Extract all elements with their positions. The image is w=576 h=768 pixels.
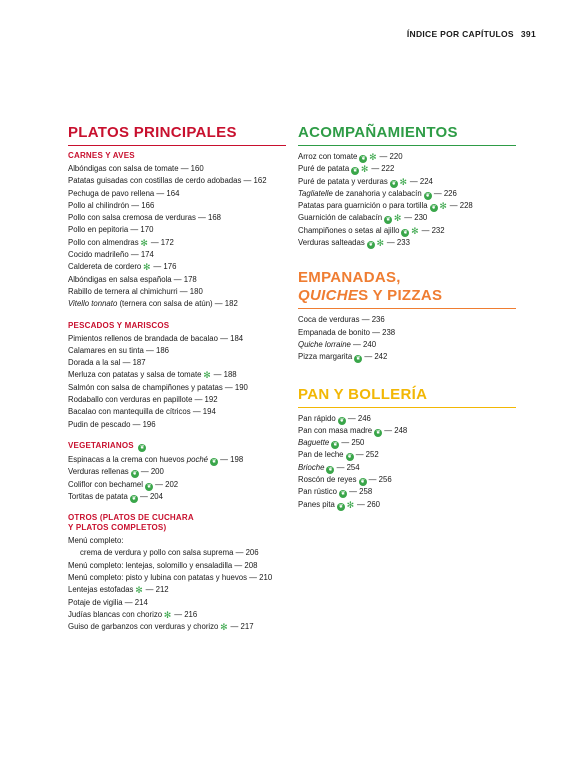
entry-separator: — bbox=[384, 238, 397, 248]
entry-separator: — bbox=[129, 200, 142, 210]
entry-title: Patatas guisadas con costillas de cerdo adobadas bbox=[68, 176, 242, 186]
subheading-line-2: Y PLATOS COMPLETOS) bbox=[68, 523, 167, 533]
subheading-pescados-y-mariscos: PESCADOS Y MARISCOS bbox=[68, 320, 170, 330]
entry-list bbox=[298, 151, 516, 249]
entry-separator: — bbox=[143, 585, 156, 595]
entry-title: Judías blancas con chorizo bbox=[68, 609, 163, 619]
entry-page: 220 bbox=[389, 152, 403, 161]
spicy-icon: ✻ bbox=[163, 609, 172, 620]
entry-title: Puré de patata bbox=[298, 164, 350, 174]
entry-title: Pan con masa madre bbox=[298, 425, 373, 435]
entry-separator: — bbox=[347, 487, 360, 497]
index-entry bbox=[68, 237, 286, 249]
index-entry bbox=[298, 339, 516, 351]
vegetarian-icon: ❦ bbox=[352, 168, 358, 175]
entry-separator: — bbox=[350, 339, 364, 349]
page-number: 391 bbox=[520, 29, 536, 39]
entry-page: 194 bbox=[202, 407, 216, 417]
vegetarian-icon: ❦ bbox=[360, 156, 366, 162]
entry-separator: — bbox=[233, 548, 246, 558]
entry-separator: — bbox=[178, 164, 191, 173]
entry-title: Potaje de vigilia bbox=[68, 597, 123, 607]
entry-title: Pan rústico bbox=[298, 487, 338, 497]
entry-page: 238 bbox=[382, 327, 396, 337]
vegetarian-icon: ❦ bbox=[385, 217, 391, 224]
index-entry bbox=[68, 479, 286, 491]
vegetarian-icon: ❦ bbox=[375, 429, 381, 436]
entry-title: Roscón de reyes bbox=[298, 475, 357, 485]
entry-title: Rodaballo con verduras en papillote bbox=[68, 395, 193, 405]
entry-page: 174 bbox=[140, 250, 154, 260]
spicy-icon: ✻ bbox=[142, 262, 151, 273]
entry-title: Pollo con almendras bbox=[68, 237, 139, 247]
vegetarian-icon: ❦ bbox=[425, 192, 431, 199]
entry-title-italic: poché bbox=[186, 454, 209, 464]
section-title-empanadas bbox=[298, 269, 516, 309]
vegetarian-icon: ❦ bbox=[332, 442, 338, 449]
entry-separator: — bbox=[177, 286, 190, 296]
entry-separator: — bbox=[128, 250, 141, 260]
entry-separator: — bbox=[232, 560, 245, 570]
entry-title: Pan rápido bbox=[298, 413, 336, 423]
right-column bbox=[298, 124, 516, 511]
entry-title: Bacalao con mantequilla de cítricos bbox=[68, 407, 191, 417]
vegetarian-icon: ❦ bbox=[391, 180, 397, 187]
entry-title: Guiso de garbanzos con verduras y chorizo bbox=[68, 622, 219, 632]
entry-page: 236 bbox=[371, 315, 385, 325]
entry-page: 217 bbox=[240, 622, 254, 632]
vegetarian-icon: ❦ bbox=[132, 471, 138, 478]
index-entry bbox=[298, 474, 516, 486]
index-entry bbox=[298, 413, 516, 425]
entry-title: Cocido madrileño bbox=[68, 250, 129, 260]
index-entry bbox=[68, 584, 286, 596]
index-entry bbox=[68, 597, 286, 609]
entry-separator: — bbox=[447, 201, 460, 211]
entry-separator: — bbox=[359, 315, 372, 325]
section-title-platos-principales: PLATOS PRINCIPALES bbox=[68, 124, 286, 146]
entry-title: Pizza margarita bbox=[298, 352, 353, 362]
entry-title: Pollo al chilindrón bbox=[68, 200, 130, 210]
entry-title: Arroz con tomate bbox=[298, 152, 358, 161]
left-column bbox=[68, 124, 286, 634]
vegetarian-icon: ❦ bbox=[339, 417, 345, 424]
index-entry bbox=[298, 237, 516, 249]
index-entry bbox=[298, 425, 516, 437]
entry-separator: — bbox=[339, 438, 352, 448]
entry-title-italic: Brioche bbox=[298, 462, 325, 472]
entry-separator: — bbox=[241, 176, 254, 186]
entry-title: Caldereta de cordero bbox=[68, 262, 142, 272]
entry-page: 258 bbox=[359, 487, 373, 497]
entry-page: 260 bbox=[367, 499, 381, 509]
index-entry bbox=[68, 454, 286, 466]
entry-page: 192 bbox=[204, 395, 218, 405]
entry-list bbox=[68, 333, 286, 431]
index-entry bbox=[68, 406, 286, 418]
entry-page: 172 bbox=[160, 237, 174, 247]
entry-title: de zanahoria y calabacín bbox=[332, 188, 422, 198]
entry-page: 212 bbox=[155, 585, 169, 595]
spicy-icon: ✻ bbox=[376, 238, 385, 249]
entry-title: Merluza con patatas y salsa de tomate bbox=[68, 370, 202, 380]
spicy-icon: ✻ bbox=[399, 176, 407, 187]
vegetarian-icon: ❦ bbox=[211, 458, 217, 465]
section-title-acompanamientos: ACOMPAÑAMIENTOS bbox=[298, 124, 516, 146]
entry-list bbox=[68, 454, 286, 503]
entry-separator: — bbox=[148, 237, 161, 247]
entry-page: 200 bbox=[150, 467, 164, 477]
section-title-italic: QUICHE bbox=[298, 287, 359, 305]
section-title-rest: S Y PIZZAS bbox=[358, 287, 443, 305]
index-entry bbox=[68, 200, 286, 212]
entry-page: 224 bbox=[419, 176, 433, 186]
entry-page: 188 bbox=[223, 370, 237, 380]
entry-title-italic: Baguette bbox=[298, 438, 330, 448]
entry-page: 248 bbox=[394, 425, 408, 435]
entry-separator: — bbox=[138, 467, 151, 477]
entry-page: 164 bbox=[166, 188, 180, 198]
entry-separator: — bbox=[228, 622, 241, 632]
vegetarian-icon: ❦ bbox=[360, 479, 366, 486]
entry-title: Albóndigas con salsa de tomate bbox=[68, 164, 179, 173]
entry-page: 228 bbox=[459, 201, 473, 211]
entry-page: 252 bbox=[365, 450, 379, 460]
entry-separator: — bbox=[190, 407, 203, 417]
vegetarian-icon: ❦ bbox=[402, 229, 408, 236]
index-entry bbox=[68, 249, 286, 261]
index-entry bbox=[68, 419, 286, 431]
index-entry bbox=[298, 437, 516, 449]
vegetarian-icon: ❦ bbox=[327, 466, 333, 473]
entry-page: 233 bbox=[396, 238, 410, 248]
index-entry bbox=[68, 175, 286, 187]
index-entry bbox=[68, 333, 286, 345]
entry-title: Pollo en pepitoria bbox=[68, 225, 129, 235]
running-head bbox=[407, 29, 536, 39]
entry-separator: — bbox=[120, 358, 133, 368]
entry-list bbox=[68, 535, 286, 633]
spicy-icon: ✻ bbox=[220, 622, 228, 633]
index-entry bbox=[68, 357, 286, 369]
section-title-pan-y-bolleria: PAN Y BOLLERÍA bbox=[298, 386, 516, 408]
vegetarian-icon: ❦ bbox=[431, 205, 437, 212]
entry-page: 166 bbox=[141, 200, 155, 210]
index-entry bbox=[68, 382, 286, 394]
entry-list bbox=[68, 163, 286, 311]
entry-title: Menú completo: pisto y lubina con patatas y huevos bbox=[68, 573, 248, 583]
entry-title: Pan de leche bbox=[298, 450, 344, 460]
entry-separator: — bbox=[171, 274, 184, 284]
entry-page: 254 bbox=[346, 462, 360, 472]
vegetarian-icon: ❦ bbox=[355, 356, 361, 363]
entry-page: 216 bbox=[184, 609, 198, 619]
vegetarian-icon: ❦ bbox=[131, 495, 137, 502]
entry-title: Tortitas de patata bbox=[68, 491, 128, 501]
entry-page: 187 bbox=[132, 358, 146, 368]
entry-title: Champiñones o setas al ajillo bbox=[298, 225, 400, 235]
index-entry bbox=[68, 224, 286, 236]
spicy-icon: ✻ bbox=[360, 164, 369, 175]
entry-page: 162 bbox=[253, 176, 267, 186]
entry-separator: — bbox=[128, 225, 141, 235]
entry-page: 160 bbox=[190, 164, 204, 173]
entry-list bbox=[298, 413, 516, 511]
entry-page: 204 bbox=[149, 491, 163, 501]
index-entry bbox=[68, 298, 286, 310]
entry-separator: — bbox=[218, 454, 231, 464]
entry-title-italic: Tagliatelle bbox=[298, 188, 333, 198]
section-title-line-1: EMPANADAS, bbox=[298, 269, 401, 287]
index-entry bbox=[298, 188, 516, 200]
entry-list bbox=[298, 314, 516, 363]
entry-page: 214 bbox=[134, 597, 148, 607]
index-entry bbox=[298, 351, 516, 363]
entry-title-italic: Quiche lorraine bbox=[298, 339, 351, 349]
entry-title: Verduras salteadas bbox=[298, 238, 365, 248]
entry-separator: — bbox=[377, 152, 390, 161]
entry-page: 196 bbox=[142, 419, 156, 429]
index-entry bbox=[298, 314, 516, 326]
entry-page: 232 bbox=[431, 225, 445, 235]
entry-page: 190 bbox=[234, 382, 248, 392]
entry-page: 242 bbox=[374, 352, 388, 362]
entry-separator: — bbox=[172, 609, 185, 619]
entry-separator: — bbox=[195, 213, 208, 223]
spicy-icon: ✻ bbox=[346, 499, 355, 510]
entry-separator: — bbox=[369, 327, 383, 337]
entry-page: 240 bbox=[363, 339, 377, 349]
entry-separator: — bbox=[382, 425, 395, 435]
entry-separator: — bbox=[353, 450, 366, 460]
entry-separator: — bbox=[151, 262, 164, 272]
spicy-icon: ✻ bbox=[140, 237, 148, 248]
entry-page: 206 bbox=[245, 548, 259, 558]
subheading-carnes-y-aves: CARNES Y AVES bbox=[68, 151, 135, 160]
entry-title: Pechuga de pavo rellena bbox=[68, 188, 155, 198]
entry-separator: — bbox=[366, 475, 379, 485]
vegetarian-icon: ❦ bbox=[338, 503, 344, 510]
entry-separator: — bbox=[402, 213, 415, 223]
index-entry bbox=[298, 225, 516, 237]
entry-title: Verduras rellenas bbox=[68, 467, 129, 477]
index-entry bbox=[298, 486, 516, 498]
entry-page: 198 bbox=[230, 454, 244, 464]
entry-title: crema de verdura y pollo con salsa suprema bbox=[80, 548, 234, 558]
index-entry bbox=[68, 274, 286, 286]
subheading-vegetarianos bbox=[68, 441, 286, 452]
index-entry bbox=[68, 572, 286, 584]
entry-separator: — bbox=[222, 382, 235, 392]
entry-title: Rabillo de ternera al chimichurri bbox=[68, 286, 178, 296]
entry-title: Coca de verduras bbox=[298, 315, 360, 325]
entry-title: Guarnición de calabacín bbox=[298, 213, 383, 223]
index-entry bbox=[68, 547, 286, 559]
entry-separator: — bbox=[130, 419, 143, 429]
entry-title: Pimientos rellenos de brandada de bacalao bbox=[68, 333, 218, 343]
entry-page: 250 bbox=[351, 438, 365, 448]
entry-separator: — bbox=[431, 188, 444, 198]
entry-title: Patatas para guarnición o para tortilla bbox=[298, 201, 428, 211]
index-entry bbox=[68, 369, 286, 381]
index-entry bbox=[68, 491, 286, 503]
entry-page: 222 bbox=[381, 164, 395, 174]
entry-separator: — bbox=[137, 491, 150, 501]
subheading-text: VEGETARIANOS bbox=[68, 440, 134, 450]
entry-title: Menú completo: lentejas, solomillo y ensaladilla bbox=[68, 560, 233, 570]
entry-title: Calamares en su tinta bbox=[68, 345, 144, 355]
entry-separator: — bbox=[369, 164, 382, 174]
entry-page: 184 bbox=[230, 333, 244, 343]
entry-page: 256 bbox=[378, 475, 392, 485]
index-entry bbox=[68, 261, 286, 273]
entry-page: 210 bbox=[259, 573, 273, 583]
entry-page: 178 bbox=[183, 274, 197, 284]
index-entry bbox=[68, 163, 286, 175]
index-entry bbox=[298, 462, 516, 474]
index-entry bbox=[298, 200, 516, 212]
entry-title: Lentejas estofadas bbox=[68, 585, 134, 595]
entry-title: (ternera con salsa de atún) bbox=[117, 299, 213, 309]
vegetarian-icon: ❦ bbox=[368, 242, 374, 249]
spicy-icon: ✻ bbox=[135, 585, 143, 596]
index-entry bbox=[68, 394, 286, 406]
subheading-line-1: OTROS (PLATOS DE CUCHARA bbox=[68, 513, 194, 523]
index-entry bbox=[68, 286, 286, 298]
entry-separator: — bbox=[407, 176, 420, 186]
entry-title-italic: Vitello tonnato bbox=[68, 299, 118, 309]
entry-page: 182 bbox=[224, 299, 238, 309]
entry-title: Empanada de bonito bbox=[298, 327, 370, 337]
entry-separator: — bbox=[362, 352, 375, 362]
index-entry bbox=[68, 621, 286, 633]
index-entry bbox=[68, 188, 286, 200]
entry-separator: — bbox=[154, 188, 167, 198]
entry-separator: — bbox=[354, 499, 367, 509]
index-entry bbox=[68, 535, 286, 547]
vegetarian-icon: ❦ bbox=[347, 454, 353, 461]
entry-separator: — bbox=[345, 413, 358, 423]
entry-separator: — bbox=[334, 462, 347, 472]
entry-separator: — bbox=[211, 370, 224, 380]
index-entry bbox=[68, 212, 286, 224]
entry-title: Pudin de pescado bbox=[68, 419, 131, 429]
entry-title: Pollo con salsa cremosa de verduras bbox=[68, 213, 196, 223]
entry-title: Dorada a la sal bbox=[68, 358, 121, 368]
index-entry bbox=[298, 163, 516, 175]
running-head-section: ÍNDICE POR CAPÍTULOS bbox=[406, 29, 514, 39]
entry-separator: — bbox=[419, 225, 432, 235]
index-entry bbox=[298, 499, 516, 511]
entry-page: 226 bbox=[443, 188, 457, 198]
entry-title: Espinacas a la crema con huevos bbox=[68, 454, 187, 464]
spicy-icon: ✻ bbox=[411, 225, 419, 236]
entry-page: 180 bbox=[189, 286, 203, 296]
vegetarian-icon: ❦ bbox=[139, 444, 145, 451]
entry-separator: — bbox=[152, 479, 166, 489]
entry-separator: — bbox=[217, 333, 231, 343]
vegetarian-icon: ❦ bbox=[146, 483, 152, 490]
entry-page: 208 bbox=[244, 560, 258, 570]
index-entry bbox=[298, 449, 516, 461]
entry-title: Albóndigas en salsa española bbox=[68, 274, 172, 284]
entry-title: Coliflor con bechamel bbox=[68, 479, 143, 489]
spicy-icon: ✻ bbox=[439, 201, 447, 212]
entry-title: Salmón con salsa de champiñones y patatas bbox=[68, 382, 223, 392]
entry-page: 176 bbox=[163, 262, 177, 272]
entry-separator: — bbox=[247, 573, 260, 583]
entry-title: Puré de patata y verduras bbox=[298, 176, 388, 186]
spicy-icon: ✻ bbox=[369, 152, 377, 162]
index-entry bbox=[298, 151, 516, 163]
index-entry bbox=[298, 176, 516, 188]
entry-title: Menú completo: bbox=[68, 536, 124, 546]
entry-separator: — bbox=[212, 299, 225, 309]
entry-page: 168 bbox=[208, 213, 222, 223]
entry-page: 230 bbox=[414, 213, 428, 223]
entry-page: 202 bbox=[165, 479, 179, 489]
entry-page: 186 bbox=[155, 345, 169, 355]
index-entry bbox=[68, 466, 286, 478]
spicy-icon: ✻ bbox=[393, 213, 402, 224]
entry-title: Panes pita bbox=[298, 499, 335, 509]
section-title-line-2 bbox=[298, 287, 516, 305]
entry-separator: — bbox=[192, 395, 205, 405]
entry-page: 170 bbox=[140, 225, 154, 235]
index-entry bbox=[298, 212, 516, 224]
spicy-icon: ✻ bbox=[203, 370, 211, 381]
index-entry bbox=[298, 327, 516, 339]
subheading-otros bbox=[68, 513, 286, 533]
index-entry bbox=[68, 609, 286, 621]
entry-separator: — bbox=[143, 345, 156, 355]
index-entry bbox=[68, 345, 286, 357]
vegetarian-icon: ❦ bbox=[340, 491, 346, 498]
entry-page: 246 bbox=[357, 413, 371, 423]
index-entry bbox=[68, 560, 286, 572]
entry-separator: — bbox=[122, 597, 135, 607]
